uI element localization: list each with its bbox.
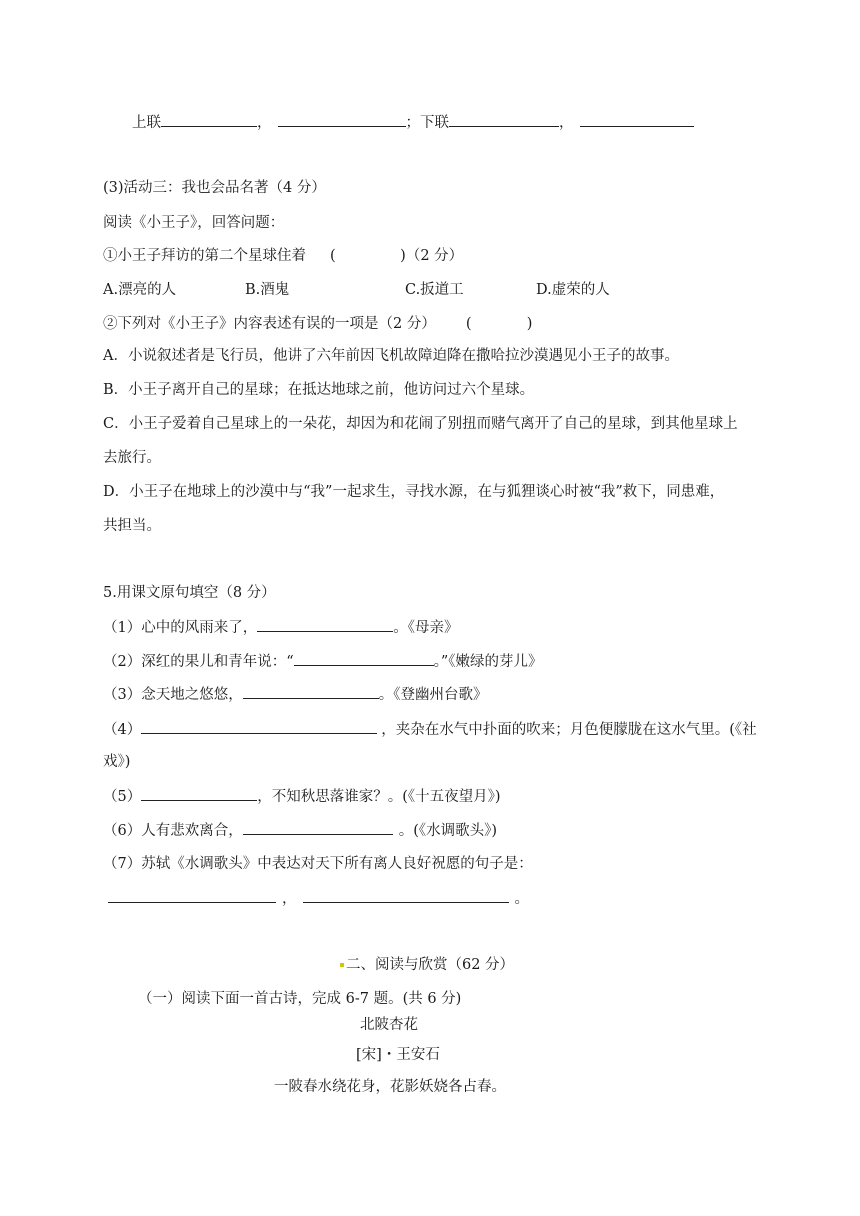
question-1-option-a[interactable]: A.漂亮的人 (103, 282, 177, 298)
couplet-comma: ， (257, 115, 272, 131)
question-1-answer-slot[interactable]: ( ) (330, 248, 406, 264)
section2-subheading: （一）阅读下面一首古诗，完成 6-7 题。(共 6 分) (138, 991, 462, 1007)
q5-item-1 (103, 617, 458, 638)
q5-item-7-comma: ， (282, 891, 297, 907)
question-1-option-b[interactable]: B.酒鬼 (245, 282, 290, 298)
question-2-option-d-cont: 共担当。 (103, 518, 161, 534)
couplet-lower-blank-2[interactable] (580, 112, 694, 127)
couplet-upper-blank-2[interactable] (278, 112, 406, 127)
q5-item-5-number: （5） (103, 789, 142, 805)
couplet-upper-label: 上联 (132, 115, 161, 131)
question-2-option-c[interactable]: C．小王子爱着自己星球上的一朵花，却因为和花闹了别扭而赌气离开了自己的星球，到其他星球上 (103, 416, 738, 432)
q5-heading: 5.用课文原句填空（8 分） (103, 585, 276, 601)
q5-item-3-source: 。《登幽州台歌》 (378, 687, 488, 703)
q5-item-7-end: 。 (514, 891, 529, 907)
couplet-lower-label: 下联 (420, 115, 449, 131)
couplet-comma-2: ， (559, 115, 574, 131)
q5-item-4-text: ，夹杂在水气中扑面的吹来；月色便朦胧在这水气里。(《社 (381, 722, 757, 738)
question-1-option-d[interactable]: D.虚荣的人 (536, 282, 610, 298)
question-2 (103, 314, 532, 334)
q5-item-4-blank[interactable] (141, 719, 377, 734)
q5-item-7-answer (108, 888, 529, 909)
q5-item-1-blank[interactable] (257, 617, 393, 632)
q5-item-1-text: （1）心中的风雨来了， (103, 620, 258, 636)
couplet-upper-blank-1[interactable] (161, 112, 257, 127)
q5-item-2-source: 。”《嫩绿的芽儿》 (433, 654, 543, 670)
poem-line-1: 一陂春水绕花身，花影妖娆各占春。 (274, 1079, 506, 1095)
q5-item-5 (103, 786, 501, 807)
q5-item-2-blank[interactable] (294, 651, 434, 666)
question-2-text: ②下列对《小王子》内容表述有误的一项是（2 分） (103, 316, 436, 332)
section2-heading-text: 二、阅读与欣赏（62 分） (346, 957, 515, 973)
q5-item-6 (103, 820, 497, 841)
couplet-lower-blank-1[interactable] (449, 112, 559, 127)
q5-item-2-text: （2）深红的果儿和青年说：“ (103, 654, 294, 670)
q5-item-7-blank-1[interactable] (108, 888, 276, 903)
section2-heading (340, 955, 514, 975)
q5-item-3-blank[interactable] (243, 684, 379, 699)
question-1-option-c[interactable]: C.扳道工 (405, 282, 464, 298)
q5-item-5-text: ，不知秋思落谁家？。(《十五夜望月》) (257, 789, 501, 805)
q5-item-4-cont: 戏》) (103, 754, 131, 770)
q5-item-5-blank[interactable] (141, 786, 257, 801)
q5-item-1-source: 。《母亲》 (393, 620, 459, 636)
q5-item-4 (103, 719, 757, 740)
q5-item-6-blank[interactable] (243, 820, 393, 835)
question-1-text: ①小王子拜访的第二个星球住着 (103, 248, 306, 264)
poem-title: 北陂杏花 (360, 1017, 418, 1033)
question-1-score: （2 分） (405, 248, 464, 264)
q5-item-2 (103, 651, 543, 672)
question-2-option-a[interactable]: A．小说叙述者是飞行员，他讲了六年前因飞机故障迫降在撒哈拉沙漠遇见小王子的故事。 (103, 348, 679, 364)
question-1 (103, 246, 463, 266)
bullet-mark-icon (340, 963, 344, 967)
q5-item-7: （7）苏轼《水调歌头》中表达对天下所有离人良好祝愿的句子是： (103, 856, 533, 872)
q5-item-3 (103, 684, 487, 705)
couplet-semicolon: ； (405, 115, 420, 131)
question-2-option-b[interactable]: B．小王子离开自己的星球；在抵达地球之前，他访问过六个星球。 (103, 382, 535, 398)
q5-item-4-number: （4） (103, 722, 142, 738)
activity3-heading: (3)活动三：我也会品名著（4 分） (103, 180, 326, 196)
activity3-intro: 阅读《小王子》，回答问题： (103, 215, 285, 231)
couplet-line (132, 112, 694, 133)
question-2-option-d[interactable]: D．小王子在地球上的沙漠中与“我”一起求生，寻找水源，在与狐狸谈心时被“我”救下，同患难， (103, 484, 725, 500)
q5-item-6-source: 。(《水调歌头》) (398, 823, 498, 839)
question-2-option-c-cont: 去旅行。 (103, 450, 161, 466)
question-2-answer-slot[interactable]: ( ) (465, 316, 533, 332)
q5-item-3-text: （3）念天地之悠悠， (103, 687, 243, 703)
q5-item-6-text: （6）人有悲欢离合， (103, 823, 243, 839)
poem-author: [宋]・王安石 (356, 1047, 440, 1063)
q5-item-7-blank-2[interactable] (303, 888, 509, 903)
